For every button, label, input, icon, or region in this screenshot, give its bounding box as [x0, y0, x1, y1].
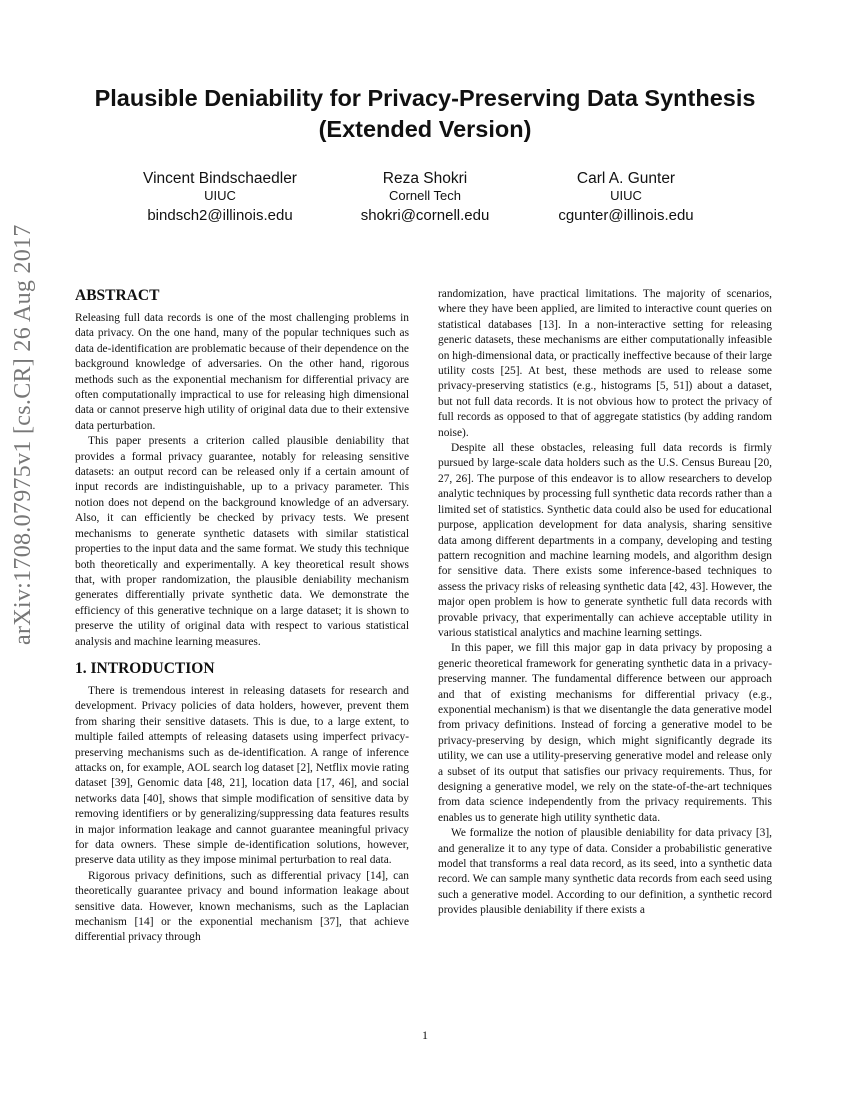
- author-affiliation: UIUC: [610, 188, 642, 203]
- abstract-paragraph-1: Releasing full data records is one of the most challenging problems in data privacy. On the one hand, many of the popular techniques such as data de-identification are problematic because of their dependence on the background knowledge of adversaries. On the other hand, rigorous methods such as the exponential mechanism for differential privacy are often computationally impractical to use for releasing high dimensional data or cannot preserve high utility of original data due to their extensive data perturbation.: [75, 312, 409, 432]
- author-email[interactable]: shokri@cornell.edu: [360, 207, 490, 224]
- intro-paragraph-5: In this paper, we fill this major gap in data privacy by proposing a generic theoretical framework for generating synthetic data in a privacy-preserving manner. The fundamental difference between our approach and that of existing mechanisms for differential privacy (e.g., exponential mechanism) is that we disentangle the data generative model from privacy definitions. Instead of forcing a generative model to be privacy-preserving by design, which might significantly degrade its utility, we can use a utility-preserving generative model and release only a subset of its output that satisfies our privacy requirements. Thus, for designing a generative model, we rely on the state-of-the-art techniques from data science independently from the privacy requirements. This enables us to generate high utility synthetic data.: [438, 642, 772, 824]
- author-block-3: [511, 169, 741, 227]
- intro-paragraph-4: Despite all these obstacles, releasing full data records is firmly pursued by large-scale data holders such as the U.S. Census Bureau [20, 27, 26]. The purpose of this endeavor is to allow researchers to develop analytic techniques by processing full synthetic data records rather than a limited set of statistics. Synthetic data could also be used for educational purpose, application development for data analysis, sharing sensitive data among different departments in a company, developing and testing pattern recognition and machine learning models, and algorithm design for sensitive data. There exists some inference-based techniques to assess the privacy risks of releasing synthetic data [42, 43]. However, the major open problem is how to generate synthetic full data records with provable privacy, that experimentally can achieve acceptable utility in various statistical analytics and machine learning settings.: [438, 442, 773, 639]
- abstract-paragraph-2: This paper presents a criterion called plausible deniability that provides a formal privacy guarantee, notably for releasing sensitive datasets: an output record can be released only if a certain amount of input records are indistinguishable, up to a privacy parameter. This notion does not depend on the background knowledge of an adversary. Also, it can efficiently be checked by privacy tests. We present mechanisms to generate synthetic datasets with similar statistical properties to the input data and the same format. We study this technique both theoretically and experimentally. A key theoretical result shows that, with proper randomization, the plausible deniability mechanism generates differentially private synthetic data. We demonstrate the efficiency of this generative technique on a large dataset; it is shown to preserve the utility of original data with respect to various statistical analysis and machine learning measures.: [75, 435, 409, 648]
- paper-title: [40, 83, 810, 145]
- author-name: Vincent Bindschaedler: [143, 170, 297, 187]
- introduction-heading: 1. INTRODUCTION: [75, 659, 215, 677]
- author-email[interactable]: cgunter@illinois.edu: [558, 207, 694, 224]
- author-name: Carl A. Gunter: [576, 170, 676, 187]
- title-line-2: (Extended Version): [318, 116, 532, 142]
- left-column: [75, 287, 409, 946]
- abstract-heading: ABSTRACT: [75, 287, 160, 304]
- right-column: [438, 287, 772, 919]
- intro-paragraph-6: We formalize the notion of plausible deniability for data privacy [3], and generalize it to any type of data. Consider a probabilistic generative model that transforms a real data record, as its seed, into a synthetic data record. We can sample many synthetic data records from each seed using such a generative model. According to our definition, a synthetic record provides plausible deniability if there exists a: [438, 827, 772, 917]
- intro-paragraph-2: Rigorous privacy definitions, such as differential privacy [14], can theoretically guarantee privacy and bound information leakage about sensitive data. However, known mechanisms, such as the Laplacian mechanism [14] or the exponential mechanism [37], that achieve differential privacy through: [75, 869, 409, 944]
- page-number: 1: [422, 1028, 428, 1042]
- author-email[interactable]: bindsch2@illinois.edu: [147, 207, 293, 224]
- author-affiliation: UIUC: [204, 188, 236, 203]
- arxiv-stamp: arXiv:1708.07975v1 [cs.CR] 26 Aug 2017: [10, 224, 36, 645]
- intro-paragraph-3: randomization, have practical limitations. The majority of scenarios, where they have been applied, are limited to interactive count queries on statistical databases [13]. In a non-interactive setting for releasing generic datasets, these mechanisms are either computationally infeasible on high-dimensional data, or practically ineffective because of their large utility costs [25]. At best, these methods are used to release some privacy-preserving statistics (e.g., histograms [5, 51]) about a dataset, but not full data records. It is not obvious how to protect the privacy of full records as opposed to that of aggregate statistics (by adding random noise).: [438, 288, 772, 439]
- author-block-2: [310, 169, 540, 227]
- author-block-1: [105, 169, 335, 227]
- title-line-1: Plausible Deniability for Privacy-Preserving Data Synthesis: [94, 85, 756, 111]
- author-name: Reza Shokri: [382, 170, 468, 187]
- author-affiliation: Cornell Tech: [388, 188, 462, 203]
- intro-paragraph-1: There is tremendous interest in releasing datasets for research and development. Privacy policies of data holders, however, prevent them from sharing their sensitive datasets. This is due, to a large extent, to multiple failed attempts of releasing datasets using imperfect privacy-preserving mechanisms such as de-identification. A range of inference attacks on, for example, AOL search log dataset [2], Netflix movie rating dataset [39], Genomic data [48, 21], location data [17, 46], and social networks data [40], shows that simple modification of sensitive data by removing identifiers or by generalizing/suppressing data features results in major information leakage and cannot guarantee meaningful privacy for data owners. These simple de-identification solutions, however, preserve data utility as they impose minimal perturbation to real data.: [75, 684, 409, 867]
